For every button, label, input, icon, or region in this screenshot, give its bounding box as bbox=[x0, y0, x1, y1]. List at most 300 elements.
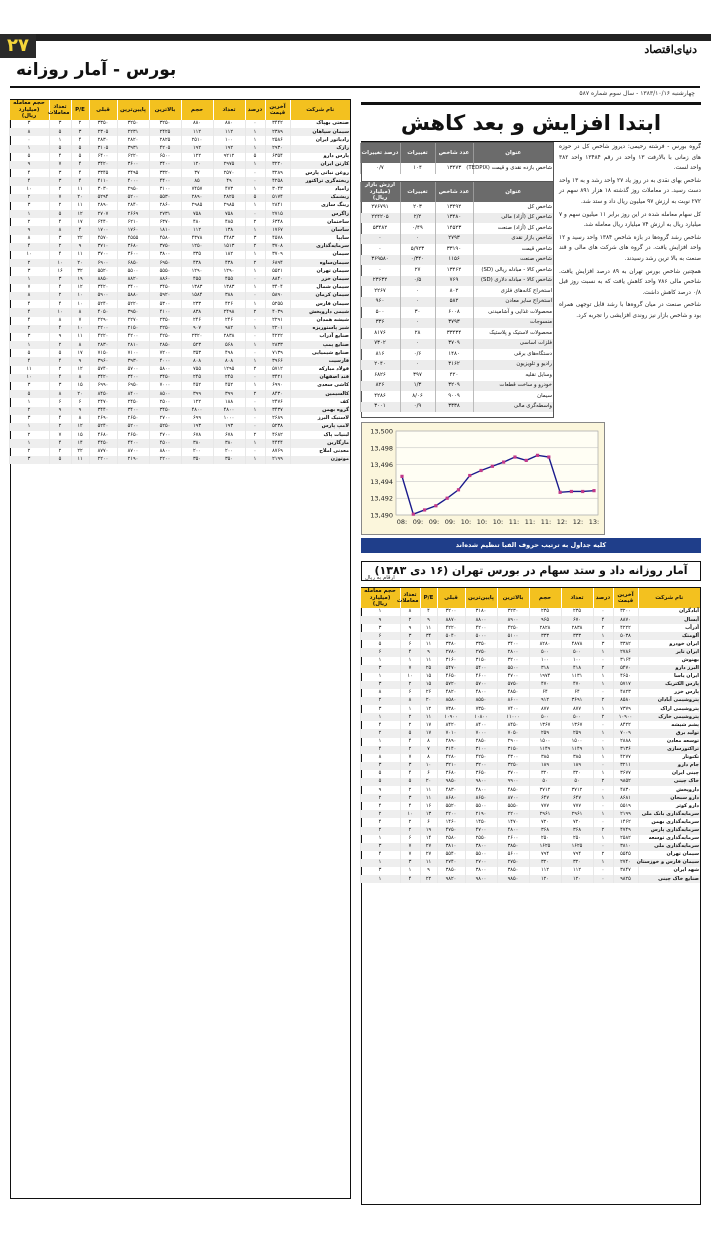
cell-value: ۰ bbox=[593, 867, 613, 875]
cell-value: ۳ bbox=[360, 867, 400, 875]
cell-value: ۵۵۲۰ bbox=[437, 802, 465, 810]
cell-value: ۱۵۱۳ bbox=[213, 243, 245, 251]
cell-value: ۲ bbox=[400, 827, 420, 835]
index-value: ۸۰۲ bbox=[435, 286, 473, 297]
cell-value: ۳ bbox=[360, 624, 400, 632]
cell-value: ۷۳۷۹ bbox=[613, 705, 638, 713]
cell-value: ۱۲۰ bbox=[529, 875, 561, 883]
left-table-row bbox=[9, 153, 350, 161]
cell-value: ۴ bbox=[71, 161, 89, 169]
index-value: ۳۷۰۹ bbox=[435, 339, 473, 350]
cell-value: ۲۵۰ bbox=[529, 835, 561, 843]
cell-value: ۳۸۰۰ bbox=[465, 867, 497, 875]
cell-value: ۱ bbox=[360, 859, 400, 867]
cell-value: ۶ bbox=[360, 632, 400, 640]
cell-value: ۳۴۴۲ bbox=[265, 120, 290, 128]
cell-value: ۱۱۳۱ bbox=[561, 673, 593, 681]
cell-value: ۸ bbox=[9, 292, 49, 300]
company-name: سرمایه‌گذاری توسعه bbox=[638, 835, 700, 843]
index-extra: ۴۲۸۶ bbox=[360, 391, 400, 402]
cell-value: ۴۱۸ bbox=[561, 665, 593, 673]
cell-value: ۶۷۰ bbox=[561, 616, 593, 624]
cell-value: ۴ bbox=[400, 875, 420, 883]
cell-value: ۴۸۳۰ bbox=[613, 786, 638, 794]
cell-value: ۸۷۰۰ bbox=[117, 448, 149, 456]
column-header: حجم معامله (میلیارد ریال) bbox=[9, 100, 49, 120]
cell-value: ۵ bbox=[49, 145, 71, 153]
cell-value: ۹ bbox=[9, 226, 49, 234]
cell-value: ۳۹۳۰ bbox=[117, 357, 149, 365]
cell-value: ۳۱۰۰ bbox=[465, 746, 497, 754]
right-table-row bbox=[360, 802, 700, 810]
cell-value: ۲۷۴۰ bbox=[613, 859, 638, 867]
cell-value: ۱ bbox=[245, 284, 265, 292]
cell-value: ۲۲۹۰ bbox=[89, 317, 117, 325]
x-tick-label: 09: bbox=[412, 518, 424, 526]
cell-value: ۱۷۰۰ bbox=[89, 226, 117, 234]
cell-value: ۵۵۵۰ bbox=[149, 267, 181, 275]
index-extra: ۸۱۶ bbox=[360, 349, 400, 360]
cell-value: ۰ bbox=[593, 818, 613, 826]
cell-value: ۸ bbox=[360, 754, 400, 762]
cell-value: ۸۵ bbox=[181, 177, 213, 185]
cell-value: ۴ bbox=[71, 169, 89, 177]
column-header: تعداد bbox=[561, 588, 593, 608]
cell-value: ۲۵ bbox=[420, 665, 437, 673]
cell-value: ۱۸۱۰ bbox=[149, 226, 181, 234]
cell-value: ۳۸۵۰ bbox=[497, 843, 529, 851]
index-change: ۲۸ bbox=[400, 328, 435, 339]
cell-value: ۵ bbox=[9, 349, 49, 357]
right-table-header bbox=[360, 588, 700, 608]
x-tick-label: 09: bbox=[428, 518, 440, 526]
cell-value: ۱۳۸ bbox=[213, 226, 245, 234]
cell-value: ۲۰ bbox=[420, 778, 437, 786]
cell-value: ۳۷۱۰ bbox=[89, 243, 117, 251]
cell-value: ۱۵۰۰ bbox=[561, 738, 593, 746]
cell-value: ۸۲۸۰ bbox=[529, 640, 561, 648]
column-header: پایین‌ترین bbox=[465, 588, 497, 608]
left-table-row bbox=[9, 448, 350, 456]
cell-value: ۷۱۵۰ bbox=[89, 349, 117, 357]
company-name: فولاد مبارکه bbox=[290, 366, 350, 374]
cell-value: ۲۸۲۰ bbox=[117, 136, 149, 144]
cell-value: ۰ bbox=[245, 423, 265, 431]
cell-value: ۲۰ bbox=[71, 390, 89, 398]
x-tick-label: 13: bbox=[588, 518, 600, 526]
cell-value: ۴ bbox=[9, 317, 49, 325]
cell-value: ۴۲۲۲ bbox=[265, 333, 290, 341]
cell-value: ۶۹۹۰ bbox=[89, 382, 117, 390]
cell-value: ۲۶ bbox=[420, 689, 437, 697]
index-row bbox=[360, 202, 553, 213]
cell-value: ۳۸۵۰ bbox=[497, 867, 529, 875]
cell-value: ۴۴۰۰ bbox=[117, 439, 149, 447]
cell-value: ۱۲۵۰ bbox=[181, 243, 213, 251]
cell-value: ۴۰۳۹ bbox=[265, 308, 290, 316]
data-point bbox=[536, 454, 539, 457]
index-change: ۲۷ bbox=[400, 265, 435, 276]
cell-value: ۵ bbox=[9, 390, 49, 398]
cell-value: ۱ bbox=[245, 251, 265, 259]
data-point bbox=[547, 455, 550, 458]
column-header: حجم bbox=[529, 588, 561, 608]
left-table-row bbox=[9, 194, 350, 202]
index-change: ۰ bbox=[400, 360, 435, 371]
index-column-header: عدد شاخص bbox=[435, 182, 473, 202]
cell-value: ۵۲۴۰ bbox=[89, 300, 117, 308]
cell-value: ۰ bbox=[593, 786, 613, 794]
cell-value: ۴۲۵۸ bbox=[265, 177, 290, 185]
cell-value: ۳ bbox=[360, 843, 400, 851]
cell-value: ۵ bbox=[360, 770, 400, 778]
cell-value: ۴ bbox=[9, 308, 49, 316]
cell-value: ۴۰۰۰ bbox=[149, 357, 181, 365]
index-change: ۳۰ bbox=[400, 307, 435, 318]
cell-value: ۲۳۸۹ bbox=[265, 128, 290, 136]
cell-value: ۲ bbox=[49, 366, 71, 374]
cell-value: ۱۰ bbox=[9, 251, 49, 259]
cell-value: ۱۲ bbox=[71, 366, 89, 374]
cell-value: ۴۷۰۰ bbox=[465, 827, 497, 835]
headline: ابتدا افزایش و بعد کاهش bbox=[361, 102, 701, 142]
cell-value: ۴۶۵۰ bbox=[613, 673, 638, 681]
cell-value: ۳۲۱۱ bbox=[613, 762, 638, 770]
cell-value: ۱ bbox=[400, 867, 420, 875]
cell-value: ۸۶۸۱ bbox=[613, 794, 638, 802]
cell-value: ۳۷۱۲ bbox=[529, 786, 561, 794]
cell-value: ۳۸۱۰ bbox=[437, 843, 465, 851]
cell-value: ۲ bbox=[245, 308, 265, 316]
cell-value: ۲ bbox=[245, 431, 265, 439]
cell-value: ۸ bbox=[400, 608, 420, 616]
cell-value: ۱ bbox=[9, 210, 49, 218]
cell-value: ۴۶۰۰ bbox=[465, 673, 497, 681]
cell-value: ۰ bbox=[593, 762, 613, 770]
cell-value: ۲۲۹۱ bbox=[265, 317, 290, 325]
cell-value: ۲ bbox=[245, 243, 265, 251]
cell-value: ۲ bbox=[49, 341, 71, 349]
cell-value: ۱ bbox=[245, 202, 265, 210]
cell-value: ۵ bbox=[49, 349, 71, 357]
cell-value: ۱ bbox=[360, 738, 400, 746]
cell-value: ۳ bbox=[360, 705, 400, 713]
cell-value: ۶۳۵۴ bbox=[265, 153, 290, 161]
index-value: ۵۸۲ bbox=[435, 297, 473, 308]
cell-value: ۳۱۸۰ bbox=[465, 608, 497, 616]
cell-value: ۵۶۰۰ bbox=[497, 851, 529, 859]
cell-value: ۲۸۹۰ bbox=[181, 194, 213, 202]
data-point bbox=[400, 475, 403, 478]
cell-value: ۹۸۰۰ bbox=[465, 778, 497, 786]
cell-value: ۴۲۸۰ bbox=[437, 754, 465, 762]
cell-value: ۱۹۳ bbox=[213, 423, 245, 431]
cell-value: ۵ bbox=[71, 145, 89, 153]
cell-value: ۱۱ bbox=[71, 333, 89, 341]
cell-value: ۱۲۹۰ bbox=[213, 267, 245, 275]
cell-value: ۲۲ bbox=[71, 235, 89, 243]
company-name: رازک bbox=[290, 145, 350, 153]
cell-value: ۳۳۵۰ bbox=[465, 640, 497, 648]
cell-value: ۲ bbox=[400, 746, 420, 754]
cell-value: ۳۲۰ bbox=[561, 859, 593, 867]
cell-value: ۱۲ bbox=[71, 284, 89, 292]
index-name: شاخص صنعت bbox=[473, 255, 553, 266]
cell-value: ۳۹۶۰ bbox=[89, 357, 117, 365]
cell-value: ۲۵۰۰ bbox=[149, 398, 181, 406]
cell-value: ۱۶ bbox=[420, 802, 437, 810]
cell-value: ۲۰۰ bbox=[213, 448, 245, 456]
right-table-row bbox=[360, 657, 700, 665]
cell-value: ۲۹۸۵ bbox=[213, 202, 245, 210]
cell-value: ۴۲۷۷ bbox=[613, 754, 638, 762]
cell-value: ۴ bbox=[400, 802, 420, 810]
cell-value: ۸۹۰۰ bbox=[497, 616, 529, 624]
index-value: ۹۰۰۹ bbox=[435, 391, 473, 402]
cell-value: ۵۰ bbox=[529, 778, 561, 786]
left-table-row bbox=[9, 300, 350, 308]
left-table-row bbox=[9, 431, 350, 439]
cell-value: ۲۶۸۹ bbox=[265, 415, 290, 423]
company-name: توسعه معادن bbox=[638, 738, 700, 746]
left-table-row bbox=[9, 407, 350, 415]
cell-value: ۸۰۸ bbox=[213, 357, 245, 365]
cell-value: ۲۲۰۰ bbox=[437, 810, 465, 818]
cell-value: ۵۲۳۸ bbox=[265, 423, 290, 431]
cell-value: ۱۰ bbox=[49, 259, 71, 267]
index-value: ۴۲۰ bbox=[435, 370, 473, 381]
cell-value: ۱۰۰ bbox=[529, 657, 561, 665]
cell-value: ۳۷ bbox=[181, 169, 213, 177]
cell-value: ۴ bbox=[400, 770, 420, 778]
cell-value: ۷۵۸ bbox=[213, 210, 245, 218]
cell-value: ۱۹۷۴ bbox=[529, 673, 561, 681]
cell-value: ۳۸۸ bbox=[213, 292, 245, 300]
index-name: شاخص بازار نقدی bbox=[473, 234, 553, 245]
cell-value: ۶۹۰۰ bbox=[89, 259, 117, 267]
cell-value: ۲۵۰ bbox=[561, 835, 593, 843]
cell-value: ۲۱۹۹ bbox=[265, 456, 290, 464]
right-table-row bbox=[360, 810, 700, 818]
cell-value: ۰ bbox=[245, 317, 265, 325]
cell-value: ۶ bbox=[400, 640, 420, 648]
cell-value: ۵۵۵۰ bbox=[497, 802, 529, 810]
cell-value: ۱ bbox=[245, 136, 265, 144]
cell-value: ۴۲۰۵ bbox=[149, 145, 181, 153]
cell-value: ۲۷۰۰ bbox=[465, 859, 497, 867]
x-tick-label: 12: bbox=[572, 518, 584, 526]
cell-value: ۷۵۸ bbox=[181, 210, 213, 218]
data-point bbox=[513, 455, 516, 458]
cell-value: ۳۸۵۰ bbox=[437, 867, 465, 875]
cell-value: ۱۱ bbox=[71, 251, 89, 259]
cell-value: ۱۳۶۷ bbox=[529, 721, 561, 729]
cell-value: ۲ bbox=[9, 259, 49, 267]
right-table-row bbox=[360, 632, 700, 640]
cell-value: ۲۴۲۵ bbox=[149, 128, 181, 136]
cell-value: ۵۲۳ bbox=[181, 341, 213, 349]
index-change: ۰/۵ bbox=[400, 276, 435, 287]
x-tick-label: 08: bbox=[396, 518, 408, 526]
cell-value: ۳۴۵۰ bbox=[149, 374, 181, 382]
cell-value: ۲ bbox=[360, 794, 400, 802]
cell-value: ۴۸۵ bbox=[213, 218, 245, 226]
issue-info: چهارشنبه ۱۳۸۳/۱۰/۱۶ - سال سوم شماره ۵۸۷ bbox=[579, 90, 695, 97]
column-header: پایین‌ترین bbox=[117, 100, 149, 120]
article-paragraph: همچنین شاخص بورس تهران به ۸۹ درصد افزایش یافت. شاخص مالی ۷۸۶ واحد کاهش یافت که به نسبت روز قبل ۰/۸ درصد کاهش داشت. bbox=[559, 268, 701, 296]
cell-value: ۴۴۸۳ bbox=[213, 235, 245, 243]
left-table-row bbox=[9, 308, 350, 316]
cell-value: ۳۲۰۰ bbox=[497, 657, 529, 665]
cell-value: ۳۴۳۷ bbox=[265, 407, 290, 415]
index-column-header: عدد شاخص bbox=[435, 143, 473, 163]
column-header: آخرین قیمت bbox=[265, 100, 290, 120]
right-table-row bbox=[360, 778, 700, 786]
second-table-unit-note: ارقام به ریال bbox=[365, 575, 395, 581]
cell-value: ۵۵۴۵ bbox=[613, 851, 638, 859]
cell-value: ۶ bbox=[400, 689, 420, 697]
cell-value: ۰ bbox=[245, 398, 265, 406]
cell-value: ۱۱۲ bbox=[213, 128, 245, 136]
cell-value: ۱۲ bbox=[71, 210, 89, 218]
column-header: P/E bbox=[71, 100, 89, 120]
index-row bbox=[360, 244, 553, 255]
cell-value: ۴۲۵۰ bbox=[149, 333, 181, 341]
cell-value: ۸۷۷ bbox=[561, 705, 593, 713]
cell-value: ۴ bbox=[49, 374, 71, 382]
cell-value: ۳۴۵۰ bbox=[149, 407, 181, 415]
cell-value: ۴ bbox=[9, 357, 49, 365]
left-table-row bbox=[9, 276, 350, 284]
cell-value: ۱۶ bbox=[49, 267, 71, 275]
cell-value: ۱۴ bbox=[420, 835, 437, 843]
cell-value: ۲۸۸۸ bbox=[613, 738, 638, 746]
cell-value: ۱ bbox=[9, 423, 49, 431]
left-table-row bbox=[9, 292, 350, 300]
cell-value: ۳۴۰۰ bbox=[497, 640, 529, 648]
cell-value: ۸ bbox=[49, 317, 71, 325]
cell-value: ۹۸۲ bbox=[213, 325, 245, 333]
cell-value: ۲ bbox=[9, 407, 49, 415]
cell-value: ۰ bbox=[593, 802, 613, 810]
column-header: آخرین قیمت bbox=[613, 588, 638, 608]
cell-value: ۲۷۸۰ bbox=[437, 648, 465, 656]
left-table-row bbox=[9, 284, 350, 292]
cell-value: ۱۱ bbox=[420, 859, 437, 867]
cell-value: ۱۳۶۷ bbox=[561, 721, 593, 729]
cell-value: ۹ bbox=[71, 407, 89, 415]
cell-value: ۱ bbox=[245, 357, 265, 365]
cell-value: ۶۸۹۴ bbox=[265, 259, 290, 267]
cell-value: ۹ bbox=[420, 616, 437, 624]
cell-value: ۷ bbox=[49, 161, 71, 169]
cell-value: ۷۰۰۹ bbox=[613, 729, 638, 737]
cell-value: ۰ bbox=[245, 210, 265, 218]
cell-value: ۵۵۰۰ bbox=[117, 267, 149, 275]
cell-value: ۴۵۸۰ bbox=[149, 235, 181, 243]
cell-value: ۳ bbox=[49, 169, 71, 177]
cell-value: ۱۹۲ bbox=[213, 145, 245, 153]
index-extra: ۰/۷ bbox=[360, 163, 400, 174]
cell-value: ۱ bbox=[9, 276, 49, 284]
data-point bbox=[423, 508, 426, 511]
left-table-row bbox=[9, 456, 350, 464]
cell-value: ۲ bbox=[9, 194, 49, 202]
cell-value: ۱۱۴۹ bbox=[529, 746, 561, 754]
company-name: صنعتی بهپاک bbox=[290, 120, 350, 128]
index-row bbox=[360, 265, 553, 276]
cell-value: ۹۸۲۰ bbox=[437, 875, 465, 883]
cell-value: ۲۵۵۰ bbox=[465, 835, 497, 843]
cell-value: ۳۵۰ bbox=[213, 456, 245, 464]
cell-value: ۱۱ bbox=[420, 657, 437, 665]
company-name: پتروشیمی اراک bbox=[638, 705, 700, 713]
cell-value: ۲ bbox=[9, 218, 49, 226]
cell-value: ۸ bbox=[49, 226, 71, 234]
cell-value: ۱۱۲ bbox=[181, 226, 213, 234]
cell-value: ۲۲۰۰ bbox=[149, 456, 181, 464]
company-name: زامیاد bbox=[290, 186, 350, 194]
cell-value: ۵ bbox=[360, 640, 400, 648]
cell-value: ۱۰ bbox=[400, 673, 420, 681]
cell-value: ۶ bbox=[71, 398, 89, 406]
cell-value: ۴۵۲ bbox=[181, 382, 213, 390]
cell-value: ۷۲۰ bbox=[561, 818, 593, 826]
company-name: سیمان خزر bbox=[290, 276, 350, 284]
cell-value: ۲ bbox=[360, 810, 400, 818]
cell-value: ۸۷۷ bbox=[529, 705, 561, 713]
index-value: ۳۷۹۳ bbox=[435, 318, 473, 329]
cell-value: ۲۰ bbox=[71, 259, 89, 267]
cell-value: ۳۳۵۰ bbox=[89, 120, 117, 128]
index-name: شاخص قیمت bbox=[473, 244, 553, 255]
cell-value: ۸۴۰۰ bbox=[465, 721, 497, 729]
cell-value: ۱۰۹۰۰ bbox=[437, 713, 465, 721]
cell-value: ۲۲۷۰ bbox=[117, 317, 149, 325]
article-paragraph: کل سهام معامله شده در این روز برابر ۱۱ میلیون سهم و ۷ میلیارد ریال به ارزش ۷۴ میلیارد ریال معامله شد. bbox=[559, 211, 701, 229]
index-name: دستگاه‌های برقی bbox=[473, 349, 553, 360]
company-name: بهنوش bbox=[638, 657, 700, 665]
cell-value: ۵۰ bbox=[561, 778, 593, 786]
index-change: ۵/۹۲۳ bbox=[400, 244, 435, 255]
cell-value: ۹۸۲۵ bbox=[613, 875, 638, 883]
index-change: ۰ bbox=[400, 318, 435, 329]
cell-value: ۴۵۵ bbox=[213, 276, 245, 284]
cell-value: ۲۸۳۳ bbox=[265, 341, 290, 349]
data-point bbox=[457, 488, 460, 491]
cell-value: ۸ bbox=[420, 754, 437, 762]
cell-value: ۶۴ bbox=[561, 689, 593, 697]
cell-value: ۵۰۳۸ bbox=[613, 632, 638, 640]
cell-value: ۴ bbox=[71, 177, 89, 185]
column-header: قبلی bbox=[437, 588, 465, 608]
right-table-row bbox=[360, 786, 700, 794]
cell-value: ۳۸۵ bbox=[561, 754, 593, 762]
index-extra: ۲۲۴۲۰۵ bbox=[360, 213, 400, 224]
index-row bbox=[360, 339, 553, 350]
cell-value: ۴ bbox=[400, 648, 420, 656]
index-name: شاخص بازده نقدی و قیمت (TEDPIX) bbox=[473, 163, 553, 174]
top-rule bbox=[0, 34, 711, 41]
cell-value: ۹ bbox=[360, 786, 400, 794]
left-table-row bbox=[9, 210, 350, 218]
cell-value: ۳۹۳۱ bbox=[117, 145, 149, 153]
cell-value: ۳۱۳۶ bbox=[613, 746, 638, 754]
left-table-row bbox=[9, 333, 350, 341]
cell-value: ۴۳۰۰ bbox=[497, 754, 529, 762]
cell-value: ۲۸۳۰ bbox=[89, 341, 117, 349]
index-column-header: عنوان bbox=[473, 143, 553, 163]
